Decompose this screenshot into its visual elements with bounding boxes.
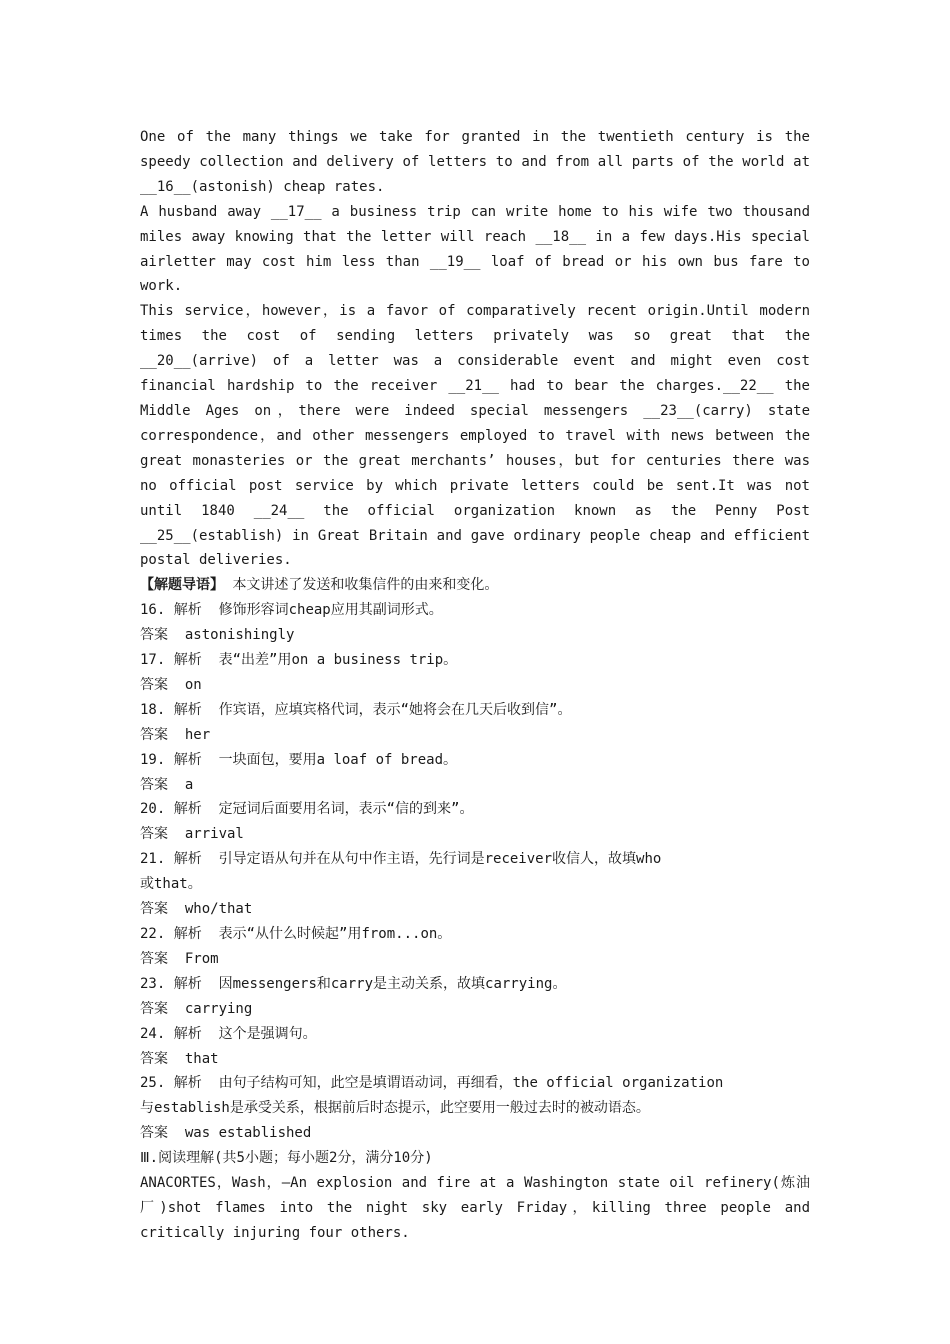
guide-text: 本文讲述了发送和收集信件的由来和变化。 [232, 577, 499, 594]
section-heading: Ⅲ.阅读理解(共5小题；每小题2分，满分10分) [140, 1150, 433, 1167]
analysis-line [140, 648, 810, 673]
answer-label: 答案 [140, 1050, 168, 1067]
analysis-line [140, 972, 810, 997]
answer-label: 答案 [140, 950, 168, 967]
answer-value: arrival [184, 826, 244, 843]
answer-line [140, 723, 810, 748]
question-number: 20. [140, 801, 166, 818]
section-paragraph: ANACORTES，Wash，—An explosion and fire at a Washington state oil refinery(炼油厂)shot flames into the night sky early Friday，killing three people and critically injuring four others. [140, 1175, 810, 1241]
analysis-text: 定冠词后面要用名词，表示“信的到来”。 [218, 801, 474, 818]
analysis-text: 表“出差”用on a business trip。 [218, 652, 458, 669]
analysis-label: 解析 [173, 926, 202, 942]
answer-line [140, 773, 810, 798]
analysis-line [140, 598, 810, 623]
answer-value: was established [184, 1125, 312, 1142]
analysis-line [140, 797, 810, 822]
answer-line [140, 673, 810, 698]
analysis-line [140, 748, 810, 773]
answer-label: 答案 [140, 776, 168, 793]
answer-value: on [184, 676, 202, 693]
answer-line [140, 1121, 810, 1146]
analysis-line [140, 698, 810, 723]
analysis-text: 引导定语从句并在从句中作主语，先行词是receiver收信人，故填who [218, 851, 662, 868]
analysis-label: 解析 [173, 1075, 202, 1092]
analysis-label: 解析 [173, 652, 202, 669]
guide-line [140, 573, 810, 598]
analysis-label: 解析 [173, 701, 202, 718]
analysis-text: 因messengers和carry是主动关系，故填carrying。 [218, 975, 567, 992]
answer-value: From [184, 950, 219, 967]
answer-label: 答案 [140, 1000, 168, 1017]
passage-paragraph-1: One of the many things we take for granted in the twentieth century is the speedy collection and delivery of letters to and from all parts of the world at __16__(astonish) cheap rates. [140, 129, 810, 195]
analysis-label: 解析 [173, 1025, 202, 1042]
question-number: 16. [140, 602, 166, 619]
answer-value: astonishingly [184, 627, 295, 644]
answer-label: 答案 [140, 901, 168, 918]
question-number: 23. [140, 975, 166, 992]
analysis-text: 一块面包，要用a loaf of bread。 [218, 751, 458, 768]
answer-value: that [184, 1050, 219, 1067]
answer-line [140, 1047, 810, 1072]
answer-line [140, 623, 810, 648]
answer-value: who/that [184, 901, 253, 918]
analysis-text: 作宾语，应填宾格代词，表示“她将会在几天后收到信”。 [218, 701, 572, 718]
analysis-label: 解析 [173, 751, 202, 768]
analysis-text: 由句子结构可知，此空是填谓语动词，再细看，the official organization [218, 1075, 724, 1092]
answer-value: a [184, 776, 194, 793]
question-number: 22. [140, 926, 166, 942]
analysis-text: 修饰形容词cheap应用其副词形式。 [218, 602, 443, 619]
analysis-line [140, 1071, 810, 1096]
question-number: 18. [140, 701, 166, 718]
answer-label: 答案 [140, 1125, 168, 1142]
analysis-text: 表示“从什么时候起”用from...on。 [218, 926, 452, 942]
answer-label: 答案 [140, 826, 168, 843]
analysis-continuation: 与establish是承受关系，根据前后时态提示，此空要用一般过去时的被动语态。 [140, 1100, 650, 1117]
answer-line [140, 897, 810, 922]
analysis-label: 解析 [173, 975, 202, 992]
question-number: 21. [140, 851, 166, 868]
analysis-label: 解析 [173, 801, 202, 818]
answer-value: carrying [184, 1000, 253, 1017]
analysis-text: 这个是强调句。 [218, 1025, 317, 1042]
analysis-line [140, 847, 810, 872]
question-number: 19. [140, 751, 166, 768]
passage-paragraph-3: This service，however，is a favor of comparatively recent origin.Until modern times the cost of sending letters privately was so great that the __20__(arrive) of a letter was a considerable event and might even cost financial hardship to the receiver __21__ had to bear the charges.__22__ the Middle Ages on，there were indeed special messengers __23__(carry) state correspondence，and other messengers employed to travel with news between the great monasteries or the great merchants’ houses，but for centuries there was no official post service by which private letters could be sent.It was not until 1840 __24__ the official organization known as the Penny Post __25__(establish) in Great Britain and gave ordinary people cheap and efficient postal deliveries. [140, 303, 810, 569]
document-page [140, 125, 810, 1246]
passage-paragraph-2: A husband away __17__ a business trip can write home to his wife two thousand miles away knowing that the letter will reach __18__ in a few days.His special airletter may cost him less than __19__ loaf of bread or his own bus fare to work. [140, 203, 810, 295]
answer-label: 答案 [140, 676, 168, 693]
answer-line [140, 822, 810, 847]
question-number: 24. [140, 1025, 166, 1042]
analysis-line [140, 922, 810, 947]
analysis-label: 解析 [173, 602, 202, 619]
question-number: 17. [140, 652, 166, 669]
answer-value: her [184, 726, 211, 743]
answer-list [140, 598, 810, 1146]
analysis-label: 解析 [173, 851, 202, 868]
analysis-line [140, 1022, 810, 1047]
answer-line [140, 947, 810, 972]
answer-label: 答案 [140, 726, 168, 743]
guide-label: 【解题导语】 [140, 577, 224, 594]
answer-line [140, 997, 810, 1022]
answer-label: 答案 [140, 627, 168, 644]
question-number: 25. [140, 1075, 166, 1092]
analysis-continuation: 或that。 [140, 876, 202, 893]
